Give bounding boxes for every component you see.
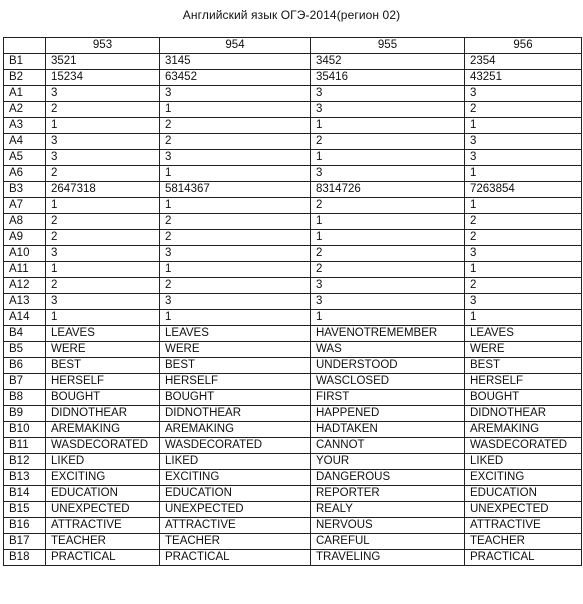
task-label: A4 [4, 134, 46, 150]
variant-header: 955 [311, 38, 465, 54]
task-label: A12 [4, 278, 46, 294]
answers-table [3, 37, 582, 566]
answer-cell: 2 [311, 262, 465, 278]
task-label: A8 [4, 214, 46, 230]
answer-cell: 1 [311, 118, 465, 134]
table-row [4, 86, 582, 102]
answer-cell: HADTAKEN [311, 422, 465, 438]
table-row [4, 230, 582, 246]
answer-cell: REPORTER [311, 486, 465, 502]
task-label: B7 [4, 374, 46, 390]
answer-cell: PRACTICAL [46, 550, 160, 566]
answer-cell: 2 [160, 118, 311, 134]
answer-cell: 15234 [46, 70, 160, 86]
answer-cell: ATTRACTIVE [465, 518, 582, 534]
answer-cell: 3 [311, 166, 465, 182]
task-label: B14 [4, 486, 46, 502]
answers-body [4, 54, 582, 566]
answer-cell: 1 [465, 198, 582, 214]
table-row [4, 246, 582, 262]
task-label: A1 [4, 86, 46, 102]
task-label: A9 [4, 230, 46, 246]
answer-cell: BOUGHT [465, 390, 582, 406]
answer-cell: EXCITING [46, 470, 160, 486]
answer-cell: 1 [160, 262, 311, 278]
answer-cell: 3 [465, 294, 582, 310]
task-label: B8 [4, 390, 46, 406]
answer-cell: 3 [311, 294, 465, 310]
variant-header: 954 [160, 38, 311, 54]
task-label: B3 [4, 182, 46, 198]
answer-cell: BEST [160, 358, 311, 374]
table-row [4, 134, 582, 150]
table-row [4, 422, 582, 438]
task-label: B16 [4, 518, 46, 534]
task-label: B11 [4, 438, 46, 454]
task-label: A10 [4, 246, 46, 262]
answer-cell: UNEXPECTED [465, 502, 582, 518]
answer-cell: 1 [160, 198, 311, 214]
task-label: A5 [4, 150, 46, 166]
answer-cell: 3 [465, 86, 582, 102]
answer-cell: LIKED [160, 454, 311, 470]
answer-cell: DIDNOTHEAR [465, 406, 582, 422]
answer-cell: YOUR [311, 454, 465, 470]
variant-header: 956 [465, 38, 582, 54]
answer-cell: REALY [311, 502, 465, 518]
answer-cell: 35416 [311, 70, 465, 86]
table-row [4, 518, 582, 534]
task-label: B15 [4, 502, 46, 518]
task-label: B18 [4, 550, 46, 566]
answer-cell: 3 [46, 294, 160, 310]
answer-cell: EDUCATION [465, 486, 582, 502]
answer-cell: 3 [160, 246, 311, 262]
answer-cell: 1 [311, 214, 465, 230]
answer-cell: HAVENOTREMEMBER [311, 326, 465, 342]
answer-cell: WERE [160, 342, 311, 358]
table-row [4, 70, 582, 86]
answer-cell: 1 [465, 166, 582, 182]
answer-cell: 1 [465, 310, 582, 326]
answer-cell: 63452 [160, 70, 311, 86]
answer-cell: 1 [311, 150, 465, 166]
answer-cell: HERSELF [465, 374, 582, 390]
answer-cell: 3 [465, 150, 582, 166]
answer-cell: 8314726 [311, 182, 465, 198]
answer-cell: 2 [311, 134, 465, 150]
table-row [4, 166, 582, 182]
task-label: A14 [4, 310, 46, 326]
answer-cell: DIDNOTHEAR [46, 406, 160, 422]
answer-cell: 3 [311, 102, 465, 118]
answer-cell: AREMAKING [46, 422, 160, 438]
table-row [4, 406, 582, 422]
task-label: B9 [4, 406, 46, 422]
answer-cell: 1 [160, 166, 311, 182]
answer-cell: 3 [311, 278, 465, 294]
answer-cell: WAS [311, 342, 465, 358]
answer-cell: UNEXPECTED [46, 502, 160, 518]
answer-cell: 2 [46, 102, 160, 118]
answer-cell: DANGEROUS [311, 470, 465, 486]
answer-cell: LEAVES [160, 326, 311, 342]
answer-cell: 5814367 [160, 182, 311, 198]
table-row [4, 150, 582, 166]
task-label: A6 [4, 166, 46, 182]
answer-cell: EXCITING [465, 470, 582, 486]
task-label: B12 [4, 454, 46, 470]
answer-cell: WASDECORATED [160, 438, 311, 454]
answer-cell: LIKED [465, 454, 582, 470]
task-label: B2 [4, 70, 46, 86]
table-row [4, 294, 582, 310]
answer-cell: 1 [46, 310, 160, 326]
table-row [4, 390, 582, 406]
answer-cell: WERE [46, 342, 160, 358]
answer-cell: 2354 [465, 54, 582, 70]
answer-cell: 3 [160, 294, 311, 310]
table-row [4, 310, 582, 326]
table-row [4, 454, 582, 470]
answer-cell: 3145 [160, 54, 311, 70]
answer-cell: TEACHER [160, 534, 311, 550]
task-label: B17 [4, 534, 46, 550]
answer-cell: PRACTICAL [465, 550, 582, 566]
task-label: A11 [4, 262, 46, 278]
table-row [4, 54, 582, 70]
table-row [4, 342, 582, 358]
answer-cell: CANNOT [311, 438, 465, 454]
answer-cell: WASDECORATED [465, 438, 582, 454]
answer-cell: 2 [160, 214, 311, 230]
answer-cell: WERE [465, 342, 582, 358]
table-row [4, 214, 582, 230]
answer-cell: HERSELF [46, 374, 160, 390]
answer-cell: WASDECORATED [46, 438, 160, 454]
answer-cell: ATTRACTIVE [46, 518, 160, 534]
answer-cell: BOUGHT [160, 390, 311, 406]
page-title: Английский язык ОГЭ-2014(регион 02) [182, 8, 401, 22]
answer-cell: PRACTICAL [160, 550, 311, 566]
answer-cell: 2 [160, 134, 311, 150]
answer-cell: 3521 [46, 54, 160, 70]
answer-cell: 1 [46, 198, 160, 214]
answer-cell: 2 [46, 230, 160, 246]
answer-cell: 3 [160, 86, 311, 102]
answer-cell: 43251 [465, 70, 582, 86]
answer-cell: DIDNOTHEAR [160, 406, 311, 422]
answer-cell: 2 [311, 246, 465, 262]
table-row [4, 102, 582, 118]
variant-header: 953 [46, 38, 160, 54]
task-label: A13 [4, 294, 46, 310]
answer-cell: 2 [160, 230, 311, 246]
answer-cell: 1 [311, 230, 465, 246]
answer-cell: UNDERSTOOD [311, 358, 465, 374]
answer-cell: LIKED [46, 454, 160, 470]
answer-cell: BEST [46, 358, 160, 374]
answer-cell: HERSELF [160, 374, 311, 390]
answer-cell: AREMAKING [160, 422, 311, 438]
task-label: B6 [4, 358, 46, 374]
answer-cell: 2 [465, 278, 582, 294]
table-row [4, 262, 582, 278]
table-row [4, 486, 582, 502]
answer-cell: HAPPENED [311, 406, 465, 422]
answer-cell: 2 [46, 166, 160, 182]
task-label: A7 [4, 198, 46, 214]
answer-cell: 1 [160, 310, 311, 326]
task-label: B5 [4, 342, 46, 358]
answer-cell: 3452 [311, 54, 465, 70]
table-row [4, 438, 582, 454]
table-row [4, 374, 582, 390]
answer-cell: EXCITING [160, 470, 311, 486]
answer-cell: 2 [160, 278, 311, 294]
header-corner-cell [4, 38, 46, 54]
table-row [4, 182, 582, 198]
answer-cell: LEAVES [46, 326, 160, 342]
answer-cell: 2 [465, 214, 582, 230]
table-row [4, 470, 582, 486]
table-row [4, 278, 582, 294]
answer-cell: 3 [465, 246, 582, 262]
table-row [4, 358, 582, 374]
answer-cell: 7263854 [465, 182, 582, 198]
table-row [4, 198, 582, 214]
answer-cell: TRAVELING [311, 550, 465, 566]
answer-cell: LEAVES [465, 326, 582, 342]
answer-cell: 2 [46, 214, 160, 230]
answer-cell: 2 [311, 198, 465, 214]
answer-cell: 3 [46, 86, 160, 102]
table-row [4, 502, 582, 518]
answer-cell: 3 [311, 86, 465, 102]
answer-cell: AREMAKING [465, 422, 582, 438]
table-row [4, 118, 582, 134]
table-row [4, 326, 582, 342]
answer-cell: ATTRACTIVE [160, 518, 311, 534]
answer-cell: EDUCATION [46, 486, 160, 502]
answer-cell: EDUCATION [160, 486, 311, 502]
answer-cell: 2 [465, 102, 582, 118]
answer-cell: BOUGHT [46, 390, 160, 406]
answer-cell: BEST [465, 358, 582, 374]
answer-cell: 3 [160, 150, 311, 166]
answer-cell: WASCLOSED [311, 374, 465, 390]
task-label: B1 [4, 54, 46, 70]
answer-cell: NERVOUS [311, 518, 465, 534]
answer-cell: 1 [46, 262, 160, 278]
task-label: B4 [4, 326, 46, 342]
table-row [4, 550, 582, 566]
task-label: B13 [4, 470, 46, 486]
answer-cell: CAREFUL [311, 534, 465, 550]
answer-cell: TEACHER [465, 534, 582, 550]
answer-cell: FIRST [311, 390, 465, 406]
answer-cell: 2 [465, 230, 582, 246]
task-label: A3 [4, 118, 46, 134]
answer-cell: TEACHER [46, 534, 160, 550]
answer-cell: 1 [160, 102, 311, 118]
answer-cell: 1 [465, 118, 582, 134]
answer-cell: 3 [46, 150, 160, 166]
answer-cell: UNEXPECTED [160, 502, 311, 518]
answer-cell: 3 [46, 134, 160, 150]
answer-cell: 2 [46, 278, 160, 294]
answer-cell: 2647318 [46, 182, 160, 198]
answer-cell: 3 [465, 134, 582, 150]
task-label: B10 [4, 422, 46, 438]
table-row [4, 534, 582, 550]
task-label: A2 [4, 102, 46, 118]
answer-cell: 1 [311, 310, 465, 326]
answer-cell: 1 [46, 118, 160, 134]
header-row [4, 38, 582, 54]
answer-cell: 3 [46, 246, 160, 262]
answer-cell: 1 [465, 262, 582, 278]
